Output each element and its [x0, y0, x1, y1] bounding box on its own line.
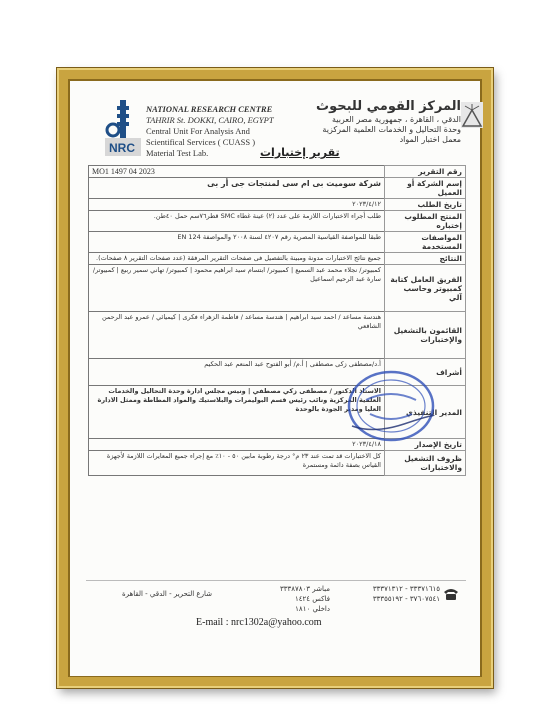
header-en-line: NATIONAL RESEARCH CENTRE — [146, 104, 273, 114]
table-row — [89, 312, 466, 359]
footer-address: شارع التحرير - الدقي - القاهرة — [121, 590, 212, 598]
row-label: النتائج — [385, 253, 466, 265]
footer-phones — [330, 584, 440, 604]
header-en-line: Material Test Lab. — [146, 148, 209, 158]
table-row — [89, 166, 466, 178]
header-en-line: TAHRIR St. DOKKI, CAIRO, EGYPT — [146, 115, 274, 125]
results-text: جميع نتائج الاختبارات مدونة ومبينة بالتفصيل فى صفحات التقرير المرفقة (عدد صفحات التقرير ٨ صفحات). — [89, 253, 385, 265]
test-conditions: كل الاختبارات قد تمت عند ٢٣ م° درجة رطوبة مابين ٥٠ - ١٠٪ مع إجراء جميع المعايرات اللازمة لأجهزة القياس بصفة دائمة ومستمرة — [89, 451, 385, 476]
nrc-logo-icon — [103, 100, 143, 158]
executive-director: الاستاذ الدكتور / مصطفى زكي مصطفي | ونيس مجلس ادارة وحدة التحاليل والخدمات العلمية المركزية ونائب رئيس قسم البوليمرات والبلاستيك والمواد المطاطة وممثل الادارة العليا ومدير الجودة بالوحدة — [89, 386, 385, 439]
table-row — [89, 178, 466, 199]
row-label: أشراف — [385, 359, 466, 386]
row-label: المدير التنفيذي — [385, 386, 466, 439]
table-row — [89, 199, 466, 211]
request-date: ٢٠٢٣/٤/١٢ — [89, 199, 385, 211]
telephone-icon — [443, 587, 459, 601]
row-label: المنتج المطلوب إختباره — [385, 211, 466, 232]
page-title: تقرير إختبارات — [260, 146, 340, 159]
row-label: تاريخ الإصدار — [385, 439, 466, 451]
footer-fax-line: مباشر ٣٣٣٨٧٨٠٣ — [279, 585, 330, 593]
operators: هندسة مساعد / احمد سيد ابراهيم | هندسة مساعد / فاطمة الزهراء فكرى | كيميائي / عمرو عبد الرحمن الشافعي — [89, 312, 385, 359]
official-stamp-icon — [344, 366, 438, 446]
row-label: ظروف التشغيل والاختبارات — [385, 451, 466, 476]
header-ar-line: معمل اختبار المواد — [399, 135, 461, 144]
supervision: أ.د/مصطفى زكى مصطفى | أ.م/ أبو الفتوح عبد المنعم عبد الحكيم — [89, 359, 385, 386]
header-en-line: Scientifical Services ( CUASS ) — [146, 137, 256, 147]
row-label: المواصفات المستخدمة — [385, 232, 466, 253]
table-row — [89, 253, 466, 265]
row-label: رقم التقرير — [385, 166, 466, 178]
issue-date: ٢٠٢٣/٤/١٨ — [89, 439, 385, 451]
report-number: MO1 1497 04 2023 — [89, 166, 385, 178]
standards-used: طبقا للمواصفة القياسية المصرية رقم ٤٢٠٧ لسنة ٢٠٠٨ والمواصفة EN 124 — [89, 232, 385, 253]
row-label: تاريخ الطلب — [385, 199, 466, 211]
row-label: القائمون بالتشغيل والإختبارات — [385, 312, 466, 359]
svg-text:NRC: NRC — [109, 141, 135, 155]
table-row — [89, 211, 466, 232]
footer-divider — [86, 580, 466, 581]
table-row — [89, 451, 466, 476]
footer-phone-line: ٣٣٣٧١٦١٥ - ٣٣٣٧١٣١٢ — [372, 585, 440, 593]
header-ar-line: وحدة التحاليل و الخدمات العلمية المركزية — [322, 125, 461, 134]
header-en-line: Central Unit For Analysis And — [146, 126, 250, 136]
table-row — [89, 265, 466, 312]
header-arabic — [311, 98, 461, 145]
footer-phone-line: ٣٧٦٠٧٥٤١ - ٣٣٣٥٥١٩٢ — [372, 595, 440, 603]
client-name: شركة سوميت بى ام سى لمنتجات جى أر بى — [89, 178, 385, 199]
row-label: إسم الشركة أو العميل — [385, 178, 466, 199]
sunburst-logo-icon — [461, 102, 483, 128]
header-ar-line: المركز القومي للبحوث — [316, 99, 461, 114]
product-description: طلب أجراء الاختبارات اللازمة على عدد (٢) عينة غطاء SMC قطر٧٦سم حمل ٤٠طن. — [89, 211, 385, 232]
header-ar-line: الدقي ، القاهرة ، جمهورية مصر العربية — [331, 115, 461, 124]
footer-fax — [210, 584, 330, 614]
table-row — [89, 232, 466, 253]
row-label: الفريق العامل كتابة كمبيوتر وحاسب آلي — [385, 265, 466, 312]
footer-fax-line: فاكس ١٤٢٤ — [294, 595, 330, 603]
footer-email: E-mail : nrc1302a@yahoo.com — [196, 617, 322, 628]
footer — [80, 584, 470, 612]
work-team: كمبيوتر/ نجلاء محمد عبد السميع | كمبيوتر/ ابتسام سيد ابراهيم محمود | كمبيوتر/ تهاني سمير ربيع | كمبيوتر/ سارة عبد الرحيم اسماعيل — [89, 265, 385, 312]
footer-ext-line: داخلي ١٨١٠ — [295, 605, 330, 613]
